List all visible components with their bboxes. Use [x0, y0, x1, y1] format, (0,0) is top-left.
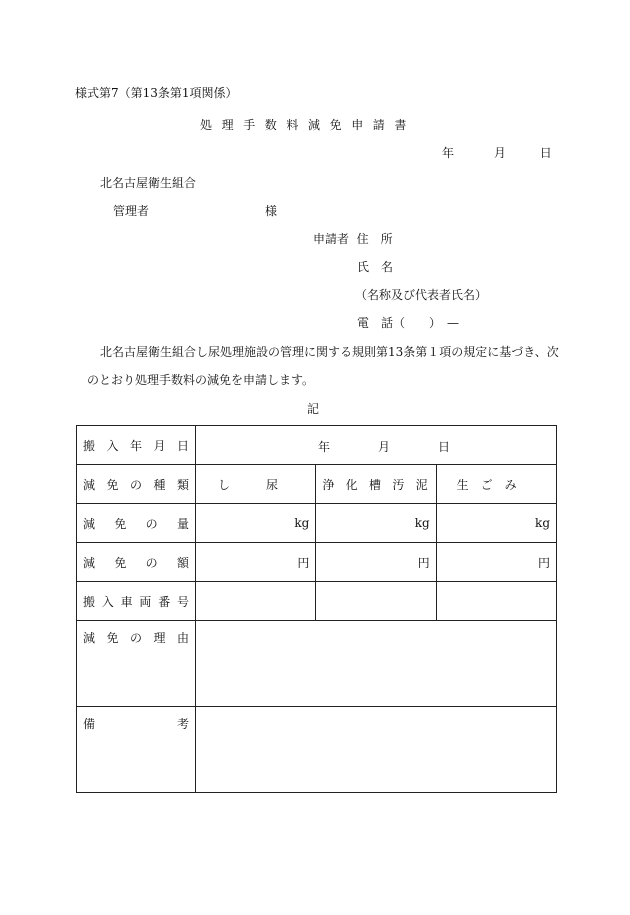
- label-char: の: [145, 555, 158, 570]
- date-day-label: 日: [539, 146, 552, 160]
- type-food-waste-text: 生 ご み: [456, 477, 517, 492]
- addressee: 北名古屋衛生組合: [100, 176, 197, 190]
- type-night-soil[interactable]: [196, 465, 316, 504]
- spread-label: [83, 593, 189, 610]
- label-char: 考: [176, 717, 189, 731]
- vehicle-food-waste[interactable]: [436, 582, 556, 621]
- spread-label: [83, 554, 189, 571]
- application-table: [76, 425, 557, 793]
- label-char: 免: [114, 555, 127, 570]
- label-char: 年: [129, 438, 142, 453]
- date-month-label: 月: [493, 146, 506, 160]
- delivery-date-field[interactable]: [196, 426, 557, 465]
- body-text-line-2: のとおり処理手数料の減免を申請します。: [87, 373, 315, 387]
- label-char: の: [129, 631, 142, 645]
- label-char: 泥: [415, 477, 428, 492]
- delivery-day-label: 日: [438, 440, 451, 454]
- label-char: 番: [158, 594, 171, 609]
- label-amount: [77, 504, 196, 543]
- spread-label: [83, 629, 189, 646]
- spread-label: [83, 476, 189, 493]
- representative-note: （名称及び代表者氏名）: [355, 288, 488, 302]
- label-fee: [77, 543, 196, 582]
- fee-unit: 円: [417, 555, 430, 570]
- spread-label: [83, 437, 189, 454]
- body-text-line-1: 北名古屋衛生組合し尿処理施設の管理に関する規則第13条第１項の規定に基づき、次: [100, 345, 559, 359]
- delivery-year-label: 年: [318, 440, 331, 454]
- label-type: [77, 465, 196, 504]
- form-title: 処理手数料減免申請書: [200, 118, 417, 132]
- spread-label: [83, 715, 189, 732]
- amount-unit: kg: [294, 516, 310, 530]
- fee-night-soil[interactable]: [196, 543, 316, 582]
- fee-food-waste[interactable]: [436, 543, 556, 582]
- vehicle-night-soil[interactable]: [196, 582, 316, 621]
- label-char: 減: [83, 477, 96, 492]
- label-char: 種: [153, 477, 166, 492]
- label-char: 免: [114, 516, 127, 531]
- amount-night-soil[interactable]: [196, 504, 316, 543]
- label-char: 浄: [322, 477, 335, 492]
- application-date: [442, 144, 552, 161]
- label-char: 車: [120, 594, 133, 609]
- label-char: 汚: [392, 477, 405, 492]
- phone-label: 電 話（ ） —: [357, 316, 460, 330]
- label-char: 減: [83, 555, 96, 570]
- spread-label: [83, 515, 189, 532]
- remarks-field[interactable]: [196, 707, 557, 793]
- label-char: 減: [83, 516, 96, 531]
- applicant-label: 申請者: [313, 232, 350, 246]
- applicant-address-line: [313, 230, 393, 247]
- label-char: 搬: [83, 594, 96, 609]
- label-char: 備: [83, 717, 96, 731]
- label-char: 化: [345, 477, 358, 492]
- spread-label: [316, 476, 435, 493]
- manager-title: 管理者: [113, 204, 150, 218]
- record-heading: 記: [307, 402, 320, 416]
- amount-food-waste[interactable]: [436, 504, 556, 543]
- fee-unit: 円: [537, 555, 550, 570]
- label-delivery-date: [77, 426, 196, 465]
- fee-septic-sludge[interactable]: [316, 543, 436, 582]
- table-row-reason: [77, 621, 557, 707]
- table-row-vehicle: [77, 582, 557, 621]
- label-vehicle: [77, 582, 196, 621]
- amount-unit: kg: [535, 516, 550, 530]
- label-char: 免: [106, 477, 119, 492]
- vehicle-septic-sludge[interactable]: [316, 582, 436, 621]
- honorific: 様: [265, 204, 278, 218]
- label-char: 両: [139, 594, 152, 609]
- amount-unit: kg: [414, 516, 430, 530]
- type-night-soil-text: し 尿: [218, 477, 279, 492]
- type-food-waste[interactable]: [436, 465, 556, 504]
- label-char: 入: [106, 438, 119, 453]
- label-char: 免: [106, 631, 119, 645]
- label-char: 額: [176, 555, 189, 570]
- amount-septic-sludge[interactable]: [316, 504, 436, 543]
- label-char: 槽: [368, 477, 381, 492]
- label-char: 量: [176, 516, 189, 531]
- table-row-delivery-date: [77, 426, 557, 465]
- table-row-amount: [77, 504, 557, 543]
- address-label: 住 所: [356, 232, 393, 246]
- table-row-remarks: [77, 707, 557, 793]
- label-char: 類: [176, 477, 189, 492]
- reason-field[interactable]: [196, 621, 557, 707]
- label-char: 号: [176, 594, 189, 609]
- type-septic-sludge[interactable]: [316, 465, 436, 504]
- label-reason: [77, 621, 196, 707]
- delivery-month-label: 月: [378, 440, 391, 454]
- table-row-fee: [77, 543, 557, 582]
- label-char: の: [145, 516, 158, 531]
- label-char: 入: [101, 594, 114, 609]
- label-char: の: [129, 477, 142, 492]
- fee-unit: 円: [297, 555, 310, 570]
- label-char: 由: [176, 631, 189, 645]
- form-number: 様式第7（第13条第1項関係）: [75, 86, 238, 100]
- label-remarks: [77, 707, 196, 793]
- label-char: 搬: [83, 438, 96, 453]
- date-year-label: 年: [442, 146, 455, 160]
- label-char: 理: [153, 631, 166, 645]
- applicant-name-label: 氏 名: [357, 260, 394, 274]
- label-char: 月: [153, 438, 166, 453]
- table-row-type: [77, 465, 557, 504]
- label-char: 日: [176, 438, 189, 453]
- label-char: 減: [83, 631, 96, 645]
